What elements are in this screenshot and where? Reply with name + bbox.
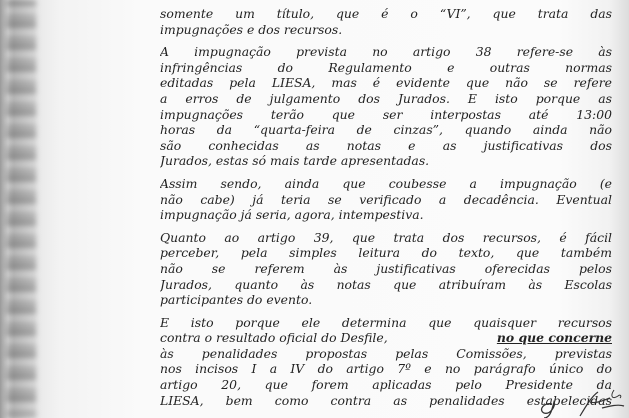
text-line: E isto porque ele determina que quaisquer recursos [160,314,612,330]
text-line: impugnações terão que ser interpostas até 13:00 [160,106,612,122]
text-line: são conhecidas as notas e as justificativas dos [160,137,612,153]
text-line: perceber, pela simples leitura do texto, que também [160,245,612,261]
text-line: nos incisos I a IV do artigo 7º e no parágrafo único do [160,361,612,377]
text-line: Quanto ao artigo 39, que trata dos recursos, é fácil [160,229,612,245]
text-line [160,330,612,346]
text-segment: contra o resultado oficial do Desfile, [160,330,388,346]
document-page [160,6,612,415]
text-line: impugnação já seria, agora, intempestiva. [160,207,424,223]
text-line: A impugnação prevista no artigo 38 refere-se às [160,44,612,60]
scan-shadow [6,0,36,418]
text-line: a erros de julgamento dos Jurados. E isto porque as [160,90,612,106]
text-line: impugnações e dos recursos. [160,21,343,37]
emphasized-text: no que concerne [496,330,612,346]
text-line: Assim sendo, ainda que coubesse a impugnação (e [160,175,612,191]
text-line: não se referem às justificativas oferecidas pelos [160,260,612,276]
paragraph-3 [160,176,612,223]
text-line: infringências do Regulamento e outras normas [160,59,612,75]
text-line: artigo 20, que forem aplicadas pelo Presidente da [160,377,612,393]
paragraph-2 [160,44,612,169]
text-line: horas da “quarta-feira de cinzas”, quando ainda não [160,122,612,138]
text-line: editadas pela LIESA, mas é evidente que não se refere [160,75,612,91]
handwritten-signature [530,388,625,418]
paragraph-1 [160,6,612,37]
paragraph-4 [160,230,612,308]
text-line: não cabe) já teria se verificado a decadência. Eventual [160,191,612,207]
text-line: Jurados, quanto às notas que atribuíram às Escolas [160,276,612,292]
text-line: Jurados, estas só mais tarde apresentadas. [160,153,430,169]
text-line: LIESA, bem como contra as penalidades estabelecidas [160,392,612,408]
text-line: às penalidades propostas pelas Comissões, previstas [160,345,612,361]
text-line: somente um título, que é o “VI”, que trata das [160,6,612,21]
text-line: participantes do evento. [160,292,313,308]
